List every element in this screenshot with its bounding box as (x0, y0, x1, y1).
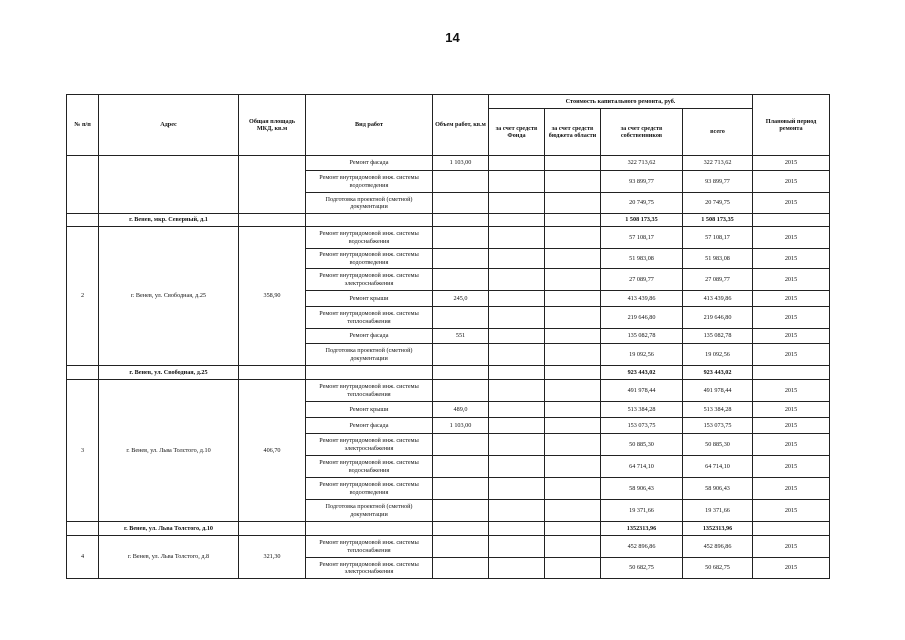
volume-cell: 1 103,00 (433, 156, 489, 171)
page-number: 14 (445, 30, 460, 45)
region-cell (545, 478, 601, 500)
total-cell: 413 439,86 (683, 291, 753, 307)
period-cell: 2015 (753, 558, 830, 579)
owners-cell: 58 906,43 (601, 478, 683, 500)
subtotal-fund-cell (489, 366, 545, 380)
table-header (67, 95, 830, 156)
subtotal-volume-cell (433, 366, 489, 380)
subtotal-row (67, 214, 830, 227)
work-type-cell: Ремонт внутридомовой инж. системы водоотведения (306, 249, 433, 269)
subtotal-volume-cell (433, 214, 489, 227)
work-type-cell: Ремонт крыши (306, 402, 433, 418)
fund-cell (489, 291, 545, 307)
subtotal-work-cell (306, 366, 433, 380)
fund-cell (489, 227, 545, 249)
subtotal-region-cell (545, 366, 601, 380)
subtotal-fund-cell (489, 214, 545, 227)
work-type-cell: Ремонт внутридомовой инж. системы водоотведения (306, 171, 433, 193)
subtotal-period-cell (753, 522, 830, 536)
work-type-cell: Ремонт внутридомовой инж. системы водоотведения (306, 478, 433, 500)
owners-cell: 51 983,08 (601, 249, 683, 269)
owners-cell: 491 978,44 (601, 380, 683, 402)
volume-cell (433, 536, 489, 558)
subtotal-total: 1352313,96 (683, 522, 753, 536)
volume-cell (433, 500, 489, 522)
owners-cell: 452 896,86 (601, 536, 683, 558)
owners-cell: 50 885,30 (601, 434, 683, 456)
volume-cell (433, 434, 489, 456)
row-area-cell (239, 156, 306, 214)
subtotal-period-cell (753, 214, 830, 227)
header-fund: за счет средств Фонда (489, 109, 545, 156)
subtotal-work-cell (306, 214, 433, 227)
region-cell (545, 269, 601, 291)
fund-cell (489, 156, 545, 171)
fund-cell (489, 558, 545, 579)
region-cell (545, 434, 601, 456)
region-cell (545, 291, 601, 307)
total-cell: 19 092,56 (683, 344, 753, 366)
period-cell: 2015 (753, 291, 830, 307)
total-cell: 452 896,86 (683, 536, 753, 558)
fund-cell (489, 418, 545, 434)
period-cell: 2015 (753, 193, 830, 214)
work-type-cell: Ремонт фасада (306, 418, 433, 434)
subtotal-owners: 923 443,02 (601, 366, 683, 380)
region-cell (545, 307, 601, 329)
total-cell: 19 371,66 (683, 500, 753, 522)
owners-cell: 153 073,75 (601, 418, 683, 434)
fund-cell (489, 478, 545, 500)
subtotal-area-cell (239, 366, 306, 380)
subtotal-total: 923 443,02 (683, 366, 753, 380)
owners-cell: 20 749,75 (601, 193, 683, 214)
volume-cell (433, 193, 489, 214)
subtotal-region-cell (545, 522, 601, 536)
region-cell (545, 402, 601, 418)
work-type-cell: Ремонт внутридомовой инж. системы теплоснабжения (306, 307, 433, 329)
work-type-cell: Ремонт фасада (306, 329, 433, 344)
subtotal-fund-cell (489, 522, 545, 536)
table-row (67, 380, 830, 402)
period-cell: 2015 (753, 329, 830, 344)
fund-cell (489, 269, 545, 291)
region-cell (545, 456, 601, 478)
volume-cell: 245,0 (433, 291, 489, 307)
table-row (67, 227, 830, 249)
total-cell: 64 714,10 (683, 456, 753, 478)
fund-cell (489, 402, 545, 418)
row-area-cell: 406,70 (239, 380, 306, 522)
header-no: № п/п (67, 95, 99, 156)
subtotal-area-cell (239, 214, 306, 227)
volume-cell: 1 103,00 (433, 418, 489, 434)
volume-cell (433, 227, 489, 249)
subtotal-owners: 1 508 173,35 (601, 214, 683, 227)
subtotal-owners: 1352313,96 (601, 522, 683, 536)
total-cell: 93 899,77 (683, 171, 753, 193)
fund-cell (489, 536, 545, 558)
work-type-cell: Ремонт крыши (306, 291, 433, 307)
region-cell (545, 418, 601, 434)
region-cell (545, 380, 601, 402)
region-cell (545, 249, 601, 269)
work-type-cell: Ремонт внутридомовой инж. системы электроснабжения (306, 558, 433, 579)
work-type-cell: Подготовка проектной (сметной) документации (306, 500, 433, 522)
period-cell: 2015 (753, 478, 830, 500)
volume-cell (433, 380, 489, 402)
total-cell: 20 749,75 (683, 193, 753, 214)
volume-cell (433, 558, 489, 579)
work-type-cell: Ремонт фасада (306, 156, 433, 171)
subtotal-period-cell (753, 366, 830, 380)
row-address-cell: г. Венев, ул. Льва Толстого, д.10 (99, 380, 239, 522)
volume-cell (433, 249, 489, 269)
volume-cell (433, 307, 489, 329)
capital-repair-table (66, 94, 830, 579)
period-cell: 2015 (753, 269, 830, 291)
work-type-cell: Ремонт внутридомовой инж. системы теплоснабжения (306, 536, 433, 558)
volume-cell (433, 456, 489, 478)
total-cell: 50 885,30 (683, 434, 753, 456)
total-cell: 153 073,75 (683, 418, 753, 434)
volume-cell (433, 269, 489, 291)
row-no-cell: 4 (67, 536, 99, 579)
volume-cell: 551 (433, 329, 489, 344)
region-cell (545, 536, 601, 558)
period-cell: 2015 (753, 380, 830, 402)
fund-cell (489, 307, 545, 329)
row-address-cell: г. Венев, ул. Льва Толстого, д.8 (99, 536, 239, 579)
period-cell: 2015 (753, 402, 830, 418)
region-cell (545, 344, 601, 366)
subtotal-total: 1 508 173,35 (683, 214, 753, 227)
owners-cell: 27 089,77 (601, 269, 683, 291)
period-cell: 2015 (753, 456, 830, 478)
header-work-type: Вид работ (306, 95, 433, 156)
fund-cell (489, 456, 545, 478)
owners-cell: 135 082,78 (601, 329, 683, 344)
subtotal-no-cell (67, 366, 99, 380)
period-cell: 2015 (753, 536, 830, 558)
period-cell: 2015 (753, 500, 830, 522)
period-cell: 2015 (753, 344, 830, 366)
total-cell: 51 983,08 (683, 249, 753, 269)
work-type-cell: Ремонт внутридомовой инж. системы теплоснабжения (306, 380, 433, 402)
work-type-cell: Ремонт внутридомовой инж. системы электроснабжения (306, 269, 433, 291)
owners-cell: 64 714,10 (601, 456, 683, 478)
volume-cell (433, 344, 489, 366)
header-volume: Объем работ, кв.м (433, 95, 489, 156)
owners-cell: 513 384,28 (601, 402, 683, 418)
subtotal-row (67, 522, 830, 536)
table-body (67, 156, 830, 579)
owners-cell: 57 108,17 (601, 227, 683, 249)
row-no-cell: 2 (67, 227, 99, 366)
row-no-cell: 3 (67, 380, 99, 522)
owners-cell: 322 713,62 (601, 156, 683, 171)
volume-cell (433, 478, 489, 500)
period-cell: 2015 (753, 307, 830, 329)
work-type-cell: Подготовка проектной (сметной) документации (306, 193, 433, 214)
row-area-cell: 358,90 (239, 227, 306, 366)
fund-cell (489, 344, 545, 366)
header-owners: за счет средств собственников (601, 109, 683, 156)
owners-cell: 93 899,77 (601, 171, 683, 193)
region-cell (545, 156, 601, 171)
row-address-cell (99, 156, 239, 214)
total-cell: 50 682,75 (683, 558, 753, 579)
fund-cell (489, 249, 545, 269)
region-cell (545, 227, 601, 249)
owners-cell: 413 439,86 (601, 291, 683, 307)
header-area: Общая площадь МКД, кв.м (239, 95, 306, 156)
fund-cell (489, 329, 545, 344)
row-no-cell (67, 156, 99, 214)
region-cell (545, 329, 601, 344)
period-cell: 2015 (753, 418, 830, 434)
period-cell: 2015 (753, 227, 830, 249)
fund-cell (489, 380, 545, 402)
subtotal-no-cell (67, 214, 99, 227)
total-cell: 219 646,80 (683, 307, 753, 329)
fund-cell (489, 434, 545, 456)
subtotal-row (67, 366, 830, 380)
header-address: Адрес (99, 95, 239, 156)
total-cell: 322 713,62 (683, 156, 753, 171)
work-type-cell: Ремонт внутридомовой инж. системы электроснабжения (306, 434, 433, 456)
subtotal-volume-cell (433, 522, 489, 536)
row-area-cell: 321,30 (239, 536, 306, 579)
subtotal-region-cell (545, 214, 601, 227)
table-row (67, 536, 830, 558)
subtotal-work-cell (306, 522, 433, 536)
fund-cell (489, 171, 545, 193)
period-cell: 2015 (753, 156, 830, 171)
volume-cell: 489,0 (433, 402, 489, 418)
header-period: Плановый период ремонта (753, 95, 830, 156)
owners-cell: 219 646,80 (601, 307, 683, 329)
owners-cell: 19 371,66 (601, 500, 683, 522)
table-row (67, 156, 830, 171)
subtotal-no-cell (67, 522, 99, 536)
owners-cell: 50 682,75 (601, 558, 683, 579)
region-cell (545, 193, 601, 214)
region-cell (545, 500, 601, 522)
header-region-budget: за счет средств бюджета области (545, 109, 601, 156)
total-cell: 513 384,28 (683, 402, 753, 418)
work-type-cell: Подготовка проектной (сметной) документации (306, 344, 433, 366)
work-type-cell: Ремонт внутридомовой инж. системы водоснабжения (306, 227, 433, 249)
subtotal-area-cell (239, 522, 306, 536)
subtotal-address: г. Венев, ул. Свободная, д.25 (99, 366, 239, 380)
total-cell: 491 978,44 (683, 380, 753, 402)
owners-cell: 19 092,56 (601, 344, 683, 366)
subtotal-address: г. Венев, ул. Льва Толстого, д.10 (99, 522, 239, 536)
region-cell (545, 558, 601, 579)
total-cell: 27 089,77 (683, 269, 753, 291)
period-cell: 2015 (753, 249, 830, 269)
header-cost-group: Стоимость капитального ремонта, руб. (489, 95, 753, 109)
fund-cell (489, 193, 545, 214)
volume-cell (433, 171, 489, 193)
total-cell: 57 108,17 (683, 227, 753, 249)
work-type-cell: Ремонт внутридомовой инж. системы водоснабжения (306, 456, 433, 478)
total-cell: 135 082,78 (683, 329, 753, 344)
period-cell: 2015 (753, 171, 830, 193)
fund-cell (489, 500, 545, 522)
row-address-cell: г. Венев, ул. Свободная, д.25 (99, 227, 239, 366)
period-cell: 2015 (753, 434, 830, 456)
header-total: всего (683, 109, 753, 156)
subtotal-address: г. Венев, мкр. Северный, д.1 (99, 214, 239, 227)
region-cell (545, 171, 601, 193)
total-cell: 58 906,43 (683, 478, 753, 500)
